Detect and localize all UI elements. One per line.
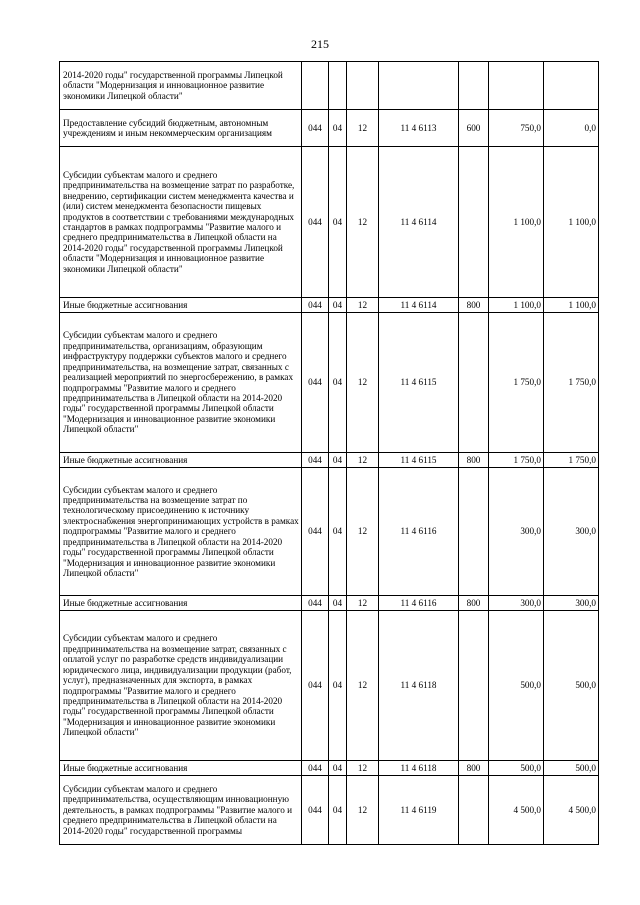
cell-description: Субсидии субъектам малого и среднего предпринимательства на возмещение затрат, связанных с оплатой услуг по разработке средств индивидуализации юридического лица, индивидуализации продукции (работ, услуг), предназначенных для экспорта, в рамках подпрограммы "Развитие малого и среднего предпринимательства в Липецкой области на 2014-2020 годы" государственной программы Липецкой области "Модернизация и инновационное развитие экономики Липецкой области": [60, 611, 302, 761]
cell-subsection-code: 12: [347, 313, 379, 453]
cell-expense-type: [459, 611, 489, 761]
table-row: [60, 761, 599, 776]
cell-amount-2: 0,0: [544, 110, 599, 147]
cell-section-code: 04: [329, 453, 347, 468]
cell-department-code: 044: [302, 298, 329, 313]
cell-expense-type: 800: [459, 596, 489, 611]
cell-amount-2: 1 750,0: [544, 453, 599, 468]
cell-target-article: 11 4 6116: [379, 468, 459, 596]
table-row: [60, 468, 599, 596]
cell-section-code: 04: [329, 313, 347, 453]
table-row: [60, 313, 599, 453]
cell-description: Субсидии субъектам малого и среднего предпринимательства на возмещение затрат по разработке, внедрению, сертификации систем менеджмента качества и (или) систем менеджмента безопасности пищевых продуктов в соответствии с требованиями международных стандартов в рамках подпрограммы "Развитие малого и среднего предпринимательства в Липецкой области на 2014-2020 годы" государственной программы Липецкой области "Модернизация и инновационное развитие экономики Липецкой области": [60, 147, 302, 298]
cell-section-code: 04: [329, 147, 347, 298]
cell-expense-type: [459, 468, 489, 596]
cell-section-code: 04: [329, 596, 347, 611]
cell-expense-type: 800: [459, 761, 489, 776]
cell-department-code: 044: [302, 110, 329, 147]
table-row: [60, 298, 599, 313]
table-row: [60, 596, 599, 611]
cell-department-code: 044: [302, 611, 329, 761]
cell-department-code: [302, 62, 329, 110]
cell-section-code: 04: [329, 761, 347, 776]
cell-amount-2: 1 100,0: [544, 147, 599, 298]
cell-amount-2: 300,0: [544, 596, 599, 611]
cell-description: Иные бюджетные ассигнования: [60, 453, 302, 468]
cell-section-code: 04: [329, 468, 347, 596]
cell-description: Иные бюджетные ассигнования: [60, 596, 302, 611]
cell-target-article: 11 4 6115: [379, 453, 459, 468]
cell-target-article: 11 4 6114: [379, 147, 459, 298]
cell-subsection-code: 12: [347, 147, 379, 298]
cell-department-code: 044: [302, 147, 329, 298]
cell-description: Субсидии субъектам малого и среднего предпринимательства, осуществляющим инновационную деятельность, в рамках подпрограммы "Развитие малого и среднего предпринимательства в Липецкой области на 2014-2020 годы" государственной программы: [60, 776, 302, 845]
cell-department-code: 044: [302, 596, 329, 611]
cell-subsection-code: 12: [347, 761, 379, 776]
cell-section-code: 04: [329, 611, 347, 761]
cell-amount-1: 1 100,0: [489, 298, 544, 313]
cell-description: Иные бюджетные ассигнования: [60, 298, 302, 313]
table-row: [60, 611, 599, 761]
cell-expense-type: 600: [459, 110, 489, 147]
cell-amount-2: 500,0: [544, 761, 599, 776]
cell-expense-type: 800: [459, 453, 489, 468]
page-number: 215: [311, 37, 329, 51]
cell-amount-2: 4 500,0: [544, 776, 599, 845]
cell-description: Субсидии субъектам малого и среднего предпринимательства, организациям, образующим инфраструктуру поддержки субъектов малого и среднего предпринимательства, на возмещение затрат, связанных с реализацией мероприятий по энергосбережению, в рамках подпрограммы "Развитие малого и среднего предпринимательства в Липецкой области на 2014-2020 годы" государственной программы Липецкой области "Модернизация и инновационное развитие экономики Липецкой области": [60, 313, 302, 453]
cell-subsection-code: 12: [347, 298, 379, 313]
cell-amount-1: 1 750,0: [489, 453, 544, 468]
cell-amount-2: 300,0: [544, 468, 599, 596]
cell-description: 2014-2020 годы" государственной программы Липецкой области "Модернизация и инновационное развитие экономики Липецкой области": [60, 62, 302, 110]
cell-amount-1: 500,0: [489, 761, 544, 776]
cell-target-article: 11 4 6119: [379, 776, 459, 845]
table-row: [60, 147, 599, 298]
cell-amount-1: 1 100,0: [489, 147, 544, 298]
table-row: [60, 110, 599, 147]
cell-target-article: 11 4 6114: [379, 298, 459, 313]
cell-amount-2: 1 750,0: [544, 313, 599, 453]
cell-description: Иные бюджетные ассигнования: [60, 761, 302, 776]
cell-amount-1: 1 750,0: [489, 313, 544, 453]
cell-department-code: 044: [302, 313, 329, 453]
cell-expense-type: [459, 313, 489, 453]
cell-amount-1: 500,0: [489, 611, 544, 761]
cell-department-code: 044: [302, 776, 329, 845]
cell-department-code: 044: [302, 468, 329, 596]
cell-amount-1: 750,0: [489, 110, 544, 147]
table-row: [60, 776, 599, 845]
cell-section-code: 04: [329, 110, 347, 147]
cell-subsection-code: 12: [347, 110, 379, 147]
cell-section-code: [329, 62, 347, 110]
cell-expense-type: [459, 62, 489, 110]
table-row: [60, 62, 599, 110]
cell-target-article: 11 4 6118: [379, 611, 459, 761]
cell-expense-type: [459, 147, 489, 298]
cell-target-article: 11 4 6116: [379, 596, 459, 611]
cell-department-code: 044: [302, 761, 329, 776]
cell-subsection-code: 12: [347, 468, 379, 596]
table-row: [60, 453, 599, 468]
cell-subsection-code: 12: [347, 776, 379, 845]
cell-target-article: 11 4 6115: [379, 313, 459, 453]
cell-subsection-code: [347, 62, 379, 110]
budget-table: [59, 61, 599, 845]
cell-subsection-code: 12: [347, 611, 379, 761]
cell-target-article: 11 4 6118: [379, 761, 459, 776]
cell-amount-2: [544, 62, 599, 110]
cell-expense-type: 800: [459, 298, 489, 313]
cell-amount-1: 300,0: [489, 468, 544, 596]
cell-description: Субсидии субъектам малого и среднего предпринимательства на возмещение затрат по технологическому присоединению к источнику электроснабжения энергопринимающих устройств в рамках подпрограммы "Развитие малого и среднего предпринимательства в Липецкой области на 2014-2020 годы" государственной программы Липецкой области "Модернизация и инновационное развитие экономики Липецкой области": [60, 468, 302, 596]
cell-target-article: [379, 62, 459, 110]
cell-target-article: 11 4 6113: [379, 110, 459, 147]
cell-section-code: 04: [329, 298, 347, 313]
cell-subsection-code: 12: [347, 596, 379, 611]
cell-subsection-code: 12: [347, 453, 379, 468]
cell-description: Предоставление субсидий бюджетным, автономным учреждениям и иным некоммерческим организациям: [60, 110, 302, 147]
cell-amount-1: [489, 62, 544, 110]
cell-amount-1: 300,0: [489, 596, 544, 611]
cell-amount-1: 4 500,0: [489, 776, 544, 845]
table-body: [60, 62, 599, 845]
cell-section-code: 04: [329, 776, 347, 845]
cell-department-code: 044: [302, 453, 329, 468]
cell-expense-type: [459, 776, 489, 845]
cell-amount-2: 1 100,0: [544, 298, 599, 313]
cell-amount-2: 500,0: [544, 611, 599, 761]
